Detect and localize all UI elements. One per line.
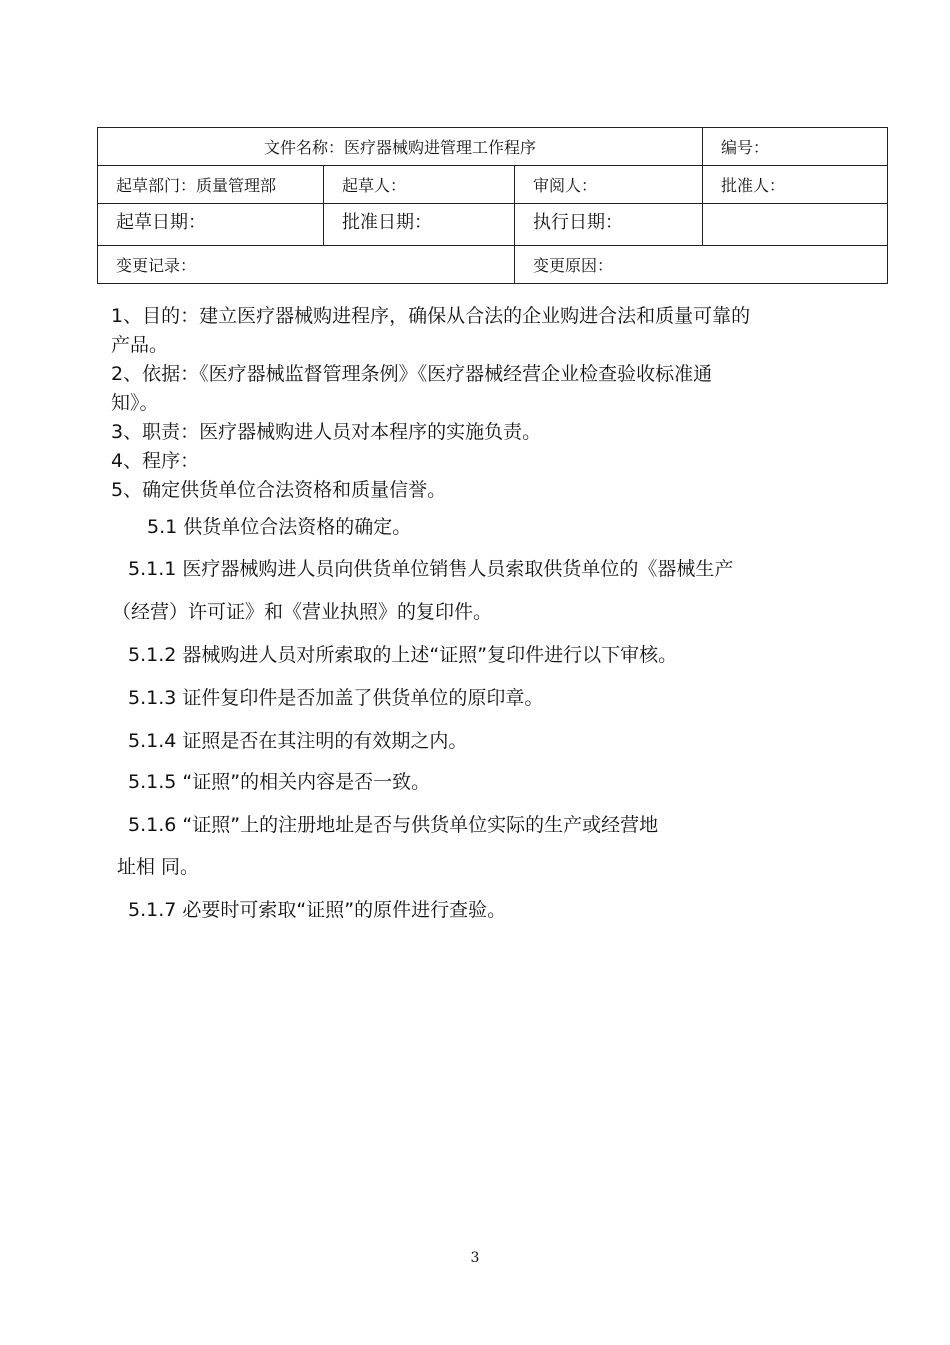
page-number: 3	[470, 1250, 480, 1266]
change-reason-cell: 变更原因：	[515, 246, 888, 284]
approve-date-cell: 批准日期：	[324, 204, 515, 246]
purpose-line-2: 产品。	[111, 334, 169, 356]
document-header-table	[97, 127, 888, 284]
basis-line-2: 知》。	[111, 392, 159, 414]
drafting-department-cell: 起草部门：质量管理部	[98, 166, 324, 204]
responsibility-line: 3、职责：医疗器械购进人员对本程序的实施负责。	[111, 421, 542, 443]
document-body	[111, 302, 871, 505]
section-5-line: 5、确定供货单位合法资格和质量信誉。	[111, 479, 447, 501]
empty-cell	[703, 204, 888, 246]
section-5-1-3: 5.1.3 证件复印件是否加盖了供货单位的原印章。	[128, 687, 544, 709]
section-5-1-6-line-1: 5.1.6 “证照”上的注册地址是否与供货单位实际的生产或经营地	[128, 814, 659, 836]
section-5-1: 5.1 供货单位合法资格的确定。	[147, 516, 412, 538]
change-record-cell: 变更记录：	[98, 246, 515, 284]
document-name-cell: 文件名称：医疗器械购进管理工作程序	[98, 128, 703, 166]
section-5-1-1-line-2: （经营）许可证》和《营业执照》的复印件。	[112, 601, 493, 623]
section-5-1-6-line-2: 址相 同。	[117, 856, 200, 878]
section-5-1-2: 5.1.2 器械购进人员对所索取的上述“证照”复印件进行以下审核。	[128, 644, 678, 666]
execution-date-cell: 执行日期：	[515, 204, 703, 246]
draft-date-cell: 起草日期：	[98, 204, 324, 246]
purpose-line-1: 1、目的：建立医疗器械购进程序，确保从合法的企业购进合法和质量可靠的	[111, 305, 751, 327]
reviewer-cell: 审阅人：	[515, 166, 703, 204]
basis-line-1: 2、依据：《医疗器械监督管理条例》《医疗器械经营企业检查验收标准通	[111, 363, 713, 385]
procedure-line: 4、程序：	[111, 450, 200, 472]
section-5-1-1-line-1: 5.1.1 医疗器械购进人员向供货单位销售人员索取供货单位的《器械生产	[128, 558, 734, 580]
section-5-1-4: 5.1.4 证照是否在其注明的有效期之内。	[128, 730, 468, 752]
document-number-cell: 编号：	[703, 128, 888, 166]
section-5-1-7: 5.1.7 必要时可索取“证照”的原件进行查验。	[128, 899, 507, 921]
drafter-cell: 起草人：	[324, 166, 515, 204]
approver-cell: 批准人：	[703, 166, 888, 204]
section-5-1-5: 5.1.5 “证照”的相关内容是否一致。	[128, 771, 431, 793]
